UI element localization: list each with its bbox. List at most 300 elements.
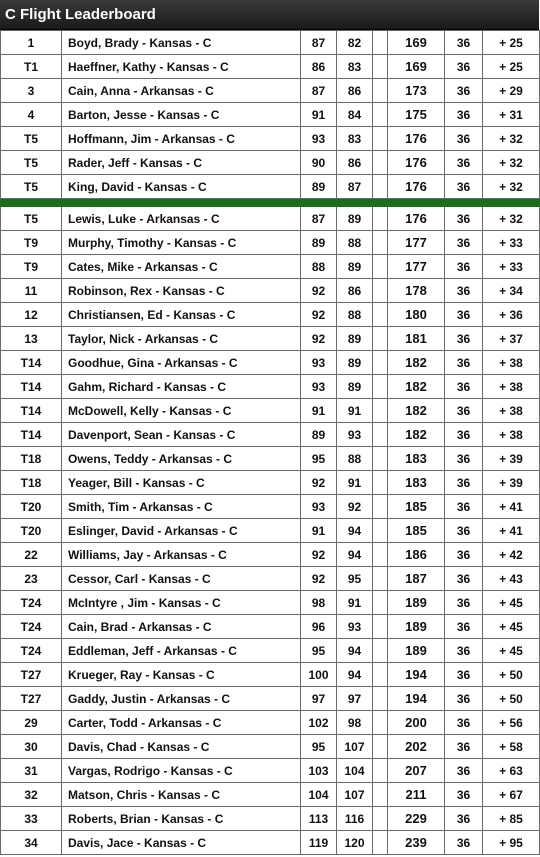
position-cell: T24: [1, 639, 62, 663]
player-name-cell: Goodhue, Gina - Arkansas - C: [62, 351, 301, 375]
position-cell: T5: [1, 127, 62, 151]
leaderboard-row: [1, 639, 540, 663]
position-cell: T27: [1, 663, 62, 687]
position-cell: 4: [1, 103, 62, 127]
player-name-cell: Vargas, Rodrigo - Kansas - C: [62, 759, 301, 783]
holes-played-cell: 36: [445, 711, 483, 735]
round-1-score-cell: 95: [301, 447, 337, 471]
total-score-cell: 207: [388, 759, 445, 783]
total-score-cell: 182: [388, 375, 445, 399]
round-1-score-cell: 91: [301, 399, 337, 423]
total-score-cell: 200: [388, 711, 445, 735]
total-score-cell: 187: [388, 567, 445, 591]
round-1-score-cell: 95: [301, 639, 337, 663]
round-2-score-cell: 94: [337, 663, 373, 687]
to-par-cell: + 32: [483, 207, 540, 231]
round-3-score-cell: [373, 447, 388, 471]
round-2-score-cell: 94: [337, 543, 373, 567]
player-name-cell: Gahm, Richard - Kansas - C: [62, 375, 301, 399]
leaderboard-row: [1, 735, 540, 759]
to-par-cell: + 33: [483, 231, 540, 255]
holes-played-cell: 36: [445, 663, 483, 687]
player-name-cell: Hoffmann, Jim - Arkansas - C: [62, 127, 301, 151]
to-par-cell: + 45: [483, 639, 540, 663]
to-par-cell: + 25: [483, 55, 540, 79]
round-2-score-cell: 97: [337, 687, 373, 711]
leaderboard-row: [1, 423, 540, 447]
player-name-cell: Rader, Jeff - Kansas - C: [62, 151, 301, 175]
round-2-score-cell: 83: [337, 127, 373, 151]
round-3-score-cell: [373, 783, 388, 807]
player-name-cell: Taylor, Nick - Arkansas - C: [62, 327, 301, 351]
position-cell: T1: [1, 55, 62, 79]
position-cell: T9: [1, 231, 62, 255]
round-1-score-cell: 92: [301, 543, 337, 567]
round-2-score-cell: 89: [337, 207, 373, 231]
leaderboard-row: [1, 255, 540, 279]
leaderboard-row: [1, 279, 540, 303]
total-score-cell: 182: [388, 423, 445, 447]
to-par-cell: + 32: [483, 175, 540, 199]
round-2-score-cell: 83: [337, 55, 373, 79]
round-2-score-cell: 89: [337, 351, 373, 375]
position-cell: 22: [1, 543, 62, 567]
round-2-score-cell: 86: [337, 79, 373, 103]
holes-played-cell: 36: [445, 447, 483, 471]
holes-played-cell: 36: [445, 399, 483, 423]
leaderboard-row: [1, 151, 540, 175]
round-1-score-cell: 92: [301, 303, 337, 327]
to-par-cell: + 39: [483, 471, 540, 495]
round-3-score-cell: [373, 103, 388, 127]
to-par-cell: + 41: [483, 495, 540, 519]
round-1-score-cell: 104: [301, 783, 337, 807]
holes-played-cell: 36: [445, 591, 483, 615]
round-3-score-cell: [373, 543, 388, 567]
round-1-score-cell: 100: [301, 663, 337, 687]
position-cell: 12: [1, 303, 62, 327]
round-1-score-cell: 119: [301, 831, 337, 855]
position-cell: T24: [1, 615, 62, 639]
round-2-score-cell: 94: [337, 639, 373, 663]
round-2-score-cell: 116: [337, 807, 373, 831]
round-3-score-cell: [373, 351, 388, 375]
round-1-score-cell: 89: [301, 231, 337, 255]
total-score-cell: 189: [388, 639, 445, 663]
round-2-score-cell: 93: [337, 423, 373, 447]
holes-played-cell: 36: [445, 687, 483, 711]
leaderboard-row: [1, 127, 540, 151]
cut-line-bar: [1, 199, 540, 207]
round-2-score-cell: 104: [337, 759, 373, 783]
player-name-cell: Gaddy, Justin - Arkansas - C: [62, 687, 301, 711]
player-name-cell: Roberts, Brian - Kansas - C: [62, 807, 301, 831]
player-name-cell: Cain, Brad - Arkansas - C: [62, 615, 301, 639]
player-name-cell: Cessor, Carl - Kansas - C: [62, 567, 301, 591]
leaderboard-table: [0, 30, 540, 855]
round-1-score-cell: 92: [301, 567, 337, 591]
player-name-cell: McDowell, Kelly - Kansas - C: [62, 399, 301, 423]
round-3-score-cell: [373, 495, 388, 519]
round-3-score-cell: [373, 151, 388, 175]
round-3-score-cell: [373, 711, 388, 735]
position-cell: T14: [1, 399, 62, 423]
to-par-cell: + 85: [483, 807, 540, 831]
holes-played-cell: 36: [445, 351, 483, 375]
position-cell: T14: [1, 351, 62, 375]
round-1-score-cell: 93: [301, 127, 337, 151]
leaderboard-row: [1, 175, 540, 199]
position-cell: T27: [1, 687, 62, 711]
round-1-score-cell: 103: [301, 759, 337, 783]
round-1-score-cell: 97: [301, 687, 337, 711]
round-2-score-cell: 89: [337, 255, 373, 279]
total-score-cell: 169: [388, 55, 445, 79]
total-score-cell: 194: [388, 687, 445, 711]
to-par-cell: + 50: [483, 687, 540, 711]
player-name-cell: Eddleman, Jeff - Arkansas - C: [62, 639, 301, 663]
total-score-cell: 202: [388, 735, 445, 759]
total-score-cell: 173: [388, 79, 445, 103]
round-3-score-cell: [373, 327, 388, 351]
holes-played-cell: 36: [445, 639, 483, 663]
round-2-score-cell: 89: [337, 327, 373, 351]
round-1-score-cell: 90: [301, 151, 337, 175]
leaderboard-row: [1, 207, 540, 231]
holes-played-cell: 36: [445, 127, 483, 151]
player-name-cell: Eslinger, David - Arkansas - C: [62, 519, 301, 543]
round-2-score-cell: 91: [337, 399, 373, 423]
leaderboard-row: [1, 375, 540, 399]
leaderboard-row: [1, 567, 540, 591]
position-cell: 13: [1, 327, 62, 351]
to-par-cell: + 45: [483, 615, 540, 639]
player-name-cell: Davenport, Sean - Kansas - C: [62, 423, 301, 447]
round-2-score-cell: 82: [337, 31, 373, 55]
position-cell: T5: [1, 151, 62, 175]
round-2-score-cell: 91: [337, 471, 373, 495]
holes-played-cell: 36: [445, 375, 483, 399]
round-1-score-cell: 88: [301, 255, 337, 279]
total-score-cell: 169: [388, 31, 445, 55]
leaderboard-row: [1, 687, 540, 711]
holes-played-cell: 36: [445, 759, 483, 783]
round-1-score-cell: 86: [301, 55, 337, 79]
to-par-cell: + 38: [483, 351, 540, 375]
player-name-cell: Smith, Tim - Arkansas - C: [62, 495, 301, 519]
holes-played-cell: 36: [445, 807, 483, 831]
leaderboard-row: [1, 327, 540, 351]
round-2-score-cell: 88: [337, 303, 373, 327]
position-cell: T9: [1, 255, 62, 279]
player-name-cell: King, David - Kansas - C: [62, 175, 301, 199]
position-cell: T5: [1, 175, 62, 199]
round-3-score-cell: [373, 231, 388, 255]
to-par-cell: + 63: [483, 759, 540, 783]
round-3-score-cell: [373, 519, 388, 543]
to-par-cell: + 33: [483, 255, 540, 279]
holes-played-cell: 36: [445, 831, 483, 855]
total-score-cell: 189: [388, 615, 445, 639]
to-par-cell: + 50: [483, 663, 540, 687]
round-2-score-cell: 93: [337, 615, 373, 639]
round-2-score-cell: 88: [337, 231, 373, 255]
position-cell: 34: [1, 831, 62, 855]
to-par-cell: + 95: [483, 831, 540, 855]
player-name-cell: Cates, Mike - Arkansas - C: [62, 255, 301, 279]
to-par-cell: + 43: [483, 567, 540, 591]
total-score-cell: 185: [388, 495, 445, 519]
round-1-score-cell: 89: [301, 423, 337, 447]
player-name-cell: Krueger, Ray - Kansas - C: [62, 663, 301, 687]
round-1-score-cell: 98: [301, 591, 337, 615]
round-1-score-cell: 95: [301, 735, 337, 759]
round-2-score-cell: 86: [337, 279, 373, 303]
holes-played-cell: 36: [445, 231, 483, 255]
to-par-cell: + 42: [483, 543, 540, 567]
leaderboard-row: [1, 231, 540, 255]
holes-played-cell: 36: [445, 735, 483, 759]
round-1-score-cell: 91: [301, 103, 337, 127]
round-1-score-cell: 87: [301, 31, 337, 55]
round-3-score-cell: [373, 567, 388, 591]
leaderboard-row: [1, 303, 540, 327]
player-name-cell: Robinson, Rex - Kansas - C: [62, 279, 301, 303]
round-1-score-cell: 89: [301, 175, 337, 199]
player-name-cell: Williams, Jay - Arkansas - C: [62, 543, 301, 567]
round-1-score-cell: 93: [301, 351, 337, 375]
total-score-cell: 229: [388, 807, 445, 831]
round-2-score-cell: 86: [337, 151, 373, 175]
leaderboard-row: [1, 103, 540, 127]
position-cell: 23: [1, 567, 62, 591]
round-3-score-cell: [373, 663, 388, 687]
round-3-score-cell: [373, 807, 388, 831]
total-score-cell: 176: [388, 175, 445, 199]
round-1-score-cell: 102: [301, 711, 337, 735]
round-2-score-cell: 120: [337, 831, 373, 855]
total-score-cell: 185: [388, 519, 445, 543]
leaderboard-row: [1, 615, 540, 639]
leaderboard-row: [1, 591, 540, 615]
total-score-cell: 189: [388, 591, 445, 615]
round-3-score-cell: [373, 639, 388, 663]
position-cell: T14: [1, 375, 62, 399]
holes-played-cell: 36: [445, 471, 483, 495]
total-score-cell: 186: [388, 543, 445, 567]
to-par-cell: + 67: [483, 783, 540, 807]
round-2-score-cell: 98: [337, 711, 373, 735]
total-score-cell: 183: [388, 447, 445, 471]
round-1-score-cell: 93: [301, 375, 337, 399]
round-3-score-cell: [373, 55, 388, 79]
total-score-cell: 177: [388, 255, 445, 279]
round-3-score-cell: [373, 591, 388, 615]
to-par-cell: + 41: [483, 519, 540, 543]
player-name-cell: Yeager, Bill - Kansas - C: [62, 471, 301, 495]
round-1-score-cell: 92: [301, 471, 337, 495]
holes-played-cell: 36: [445, 279, 483, 303]
position-cell: 31: [1, 759, 62, 783]
position-cell: 30: [1, 735, 62, 759]
round-3-score-cell: [373, 175, 388, 199]
holes-played-cell: 36: [445, 175, 483, 199]
round-2-score-cell: 95: [337, 567, 373, 591]
round-1-score-cell: 87: [301, 207, 337, 231]
round-3-score-cell: [373, 279, 388, 303]
round-3-score-cell: [373, 207, 388, 231]
position-cell: 29: [1, 711, 62, 735]
round-3-score-cell: [373, 687, 388, 711]
to-par-cell: + 37: [483, 327, 540, 351]
round-3-score-cell: [373, 303, 388, 327]
holes-played-cell: 36: [445, 207, 483, 231]
player-name-cell: McIntyre , Jim - Kansas - C: [62, 591, 301, 615]
leaderboard-row: [1, 711, 540, 735]
round-2-score-cell: 87: [337, 175, 373, 199]
to-par-cell: + 38: [483, 399, 540, 423]
holes-played-cell: 36: [445, 55, 483, 79]
round-3-score-cell: [373, 79, 388, 103]
round-1-score-cell: 92: [301, 279, 337, 303]
leaderboard-row: [1, 471, 540, 495]
player-name-cell: Boyd, Brady - Kansas - C: [62, 31, 301, 55]
leaderboard-row: [1, 663, 540, 687]
position-cell: T14: [1, 423, 62, 447]
leaderboard-row: [1, 807, 540, 831]
leaderboard-title: C Flight Leaderboard: [0, 0, 539, 30]
to-par-cell: + 39: [483, 447, 540, 471]
round-2-score-cell: 107: [337, 735, 373, 759]
total-score-cell: 182: [388, 399, 445, 423]
position-cell: 32: [1, 783, 62, 807]
to-par-cell: + 38: [483, 375, 540, 399]
round-2-score-cell: 94: [337, 519, 373, 543]
player-name-cell: Murphy, Timothy - Kansas - C: [62, 231, 301, 255]
to-par-cell: + 29: [483, 79, 540, 103]
holes-played-cell: 36: [445, 103, 483, 127]
to-par-cell: + 32: [483, 151, 540, 175]
holes-played-cell: 36: [445, 79, 483, 103]
holes-played-cell: 36: [445, 423, 483, 447]
player-name-cell: Owens, Teddy - Arkansas - C: [62, 447, 301, 471]
leaderboard-row: [1, 495, 540, 519]
position-cell: 33: [1, 807, 62, 831]
round-3-score-cell: [373, 399, 388, 423]
round-3-score-cell: [373, 255, 388, 279]
round-2-score-cell: 91: [337, 591, 373, 615]
holes-played-cell: 36: [445, 567, 483, 591]
round-3-score-cell: [373, 831, 388, 855]
holes-played-cell: 36: [445, 495, 483, 519]
position-cell: T24: [1, 591, 62, 615]
cut-line-divider: [1, 199, 540, 207]
player-name-cell: Carter, Todd - Arkansas - C: [62, 711, 301, 735]
leaderboard-row: [1, 31, 540, 55]
holes-played-cell: 36: [445, 31, 483, 55]
position-cell: 11: [1, 279, 62, 303]
to-par-cell: + 38: [483, 423, 540, 447]
round-1-score-cell: 113: [301, 807, 337, 831]
round-1-score-cell: 96: [301, 615, 337, 639]
holes-played-cell: 36: [445, 783, 483, 807]
player-name-cell: Matson, Chris - Kansas - C: [62, 783, 301, 807]
round-3-score-cell: [373, 31, 388, 55]
leaderboard-row: [1, 831, 540, 855]
round-3-score-cell: [373, 423, 388, 447]
total-score-cell: 178: [388, 279, 445, 303]
leaderboard-row: [1, 447, 540, 471]
round-3-score-cell: [373, 759, 388, 783]
position-cell: T18: [1, 471, 62, 495]
round-2-score-cell: 88: [337, 447, 373, 471]
round-3-score-cell: [373, 735, 388, 759]
leaderboard-row: [1, 79, 540, 103]
round-3-score-cell: [373, 615, 388, 639]
player-name-cell: Christiansen, Ed - Kansas - C: [62, 303, 301, 327]
to-par-cell: + 32: [483, 127, 540, 151]
holes-played-cell: 36: [445, 255, 483, 279]
total-score-cell: 176: [388, 151, 445, 175]
position-cell: 3: [1, 79, 62, 103]
leaderboard-row: [1, 519, 540, 543]
round-2-score-cell: 107: [337, 783, 373, 807]
holes-played-cell: 36: [445, 543, 483, 567]
total-score-cell: 239: [388, 831, 445, 855]
total-score-cell: 175: [388, 103, 445, 127]
to-par-cell: + 36: [483, 303, 540, 327]
player-name-cell: Barton, Jesse - Kansas - C: [62, 103, 301, 127]
total-score-cell: 181: [388, 327, 445, 351]
position-cell: 1: [1, 31, 62, 55]
player-name-cell: Cain, Anna - Arkansas - C: [62, 79, 301, 103]
position-cell: T20: [1, 495, 62, 519]
round-2-score-cell: 84: [337, 103, 373, 127]
total-score-cell: 180: [388, 303, 445, 327]
leaderboard-row: [1, 399, 540, 423]
round-1-score-cell: 93: [301, 495, 337, 519]
to-par-cell: + 34: [483, 279, 540, 303]
player-name-cell: Davis, Jace - Kansas - C: [62, 831, 301, 855]
to-par-cell: + 25: [483, 31, 540, 55]
total-score-cell: 211: [388, 783, 445, 807]
leaderboard-row: [1, 55, 540, 79]
leaderboard-row: [1, 543, 540, 567]
position-cell: T5: [1, 207, 62, 231]
round-2-score-cell: 92: [337, 495, 373, 519]
player-name-cell: Haeffner, Kathy - Kansas - C: [62, 55, 301, 79]
leaderboard-row: [1, 783, 540, 807]
leaderboard-row: [1, 759, 540, 783]
player-name-cell: Lewis, Luke - Arkansas - C: [62, 207, 301, 231]
total-score-cell: 182: [388, 351, 445, 375]
total-score-cell: 177: [388, 231, 445, 255]
round-1-score-cell: 92: [301, 327, 337, 351]
to-par-cell: + 56: [483, 711, 540, 735]
to-par-cell: + 45: [483, 591, 540, 615]
round-3-score-cell: [373, 375, 388, 399]
total-score-cell: 176: [388, 207, 445, 231]
round-1-score-cell: 87: [301, 79, 337, 103]
to-par-cell: + 58: [483, 735, 540, 759]
leaderboard-row: [1, 351, 540, 375]
holes-played-cell: 36: [445, 327, 483, 351]
holes-played-cell: 36: [445, 615, 483, 639]
position-cell: T20: [1, 519, 62, 543]
round-2-score-cell: 89: [337, 375, 373, 399]
round-1-score-cell: 91: [301, 519, 337, 543]
holes-played-cell: 36: [445, 519, 483, 543]
